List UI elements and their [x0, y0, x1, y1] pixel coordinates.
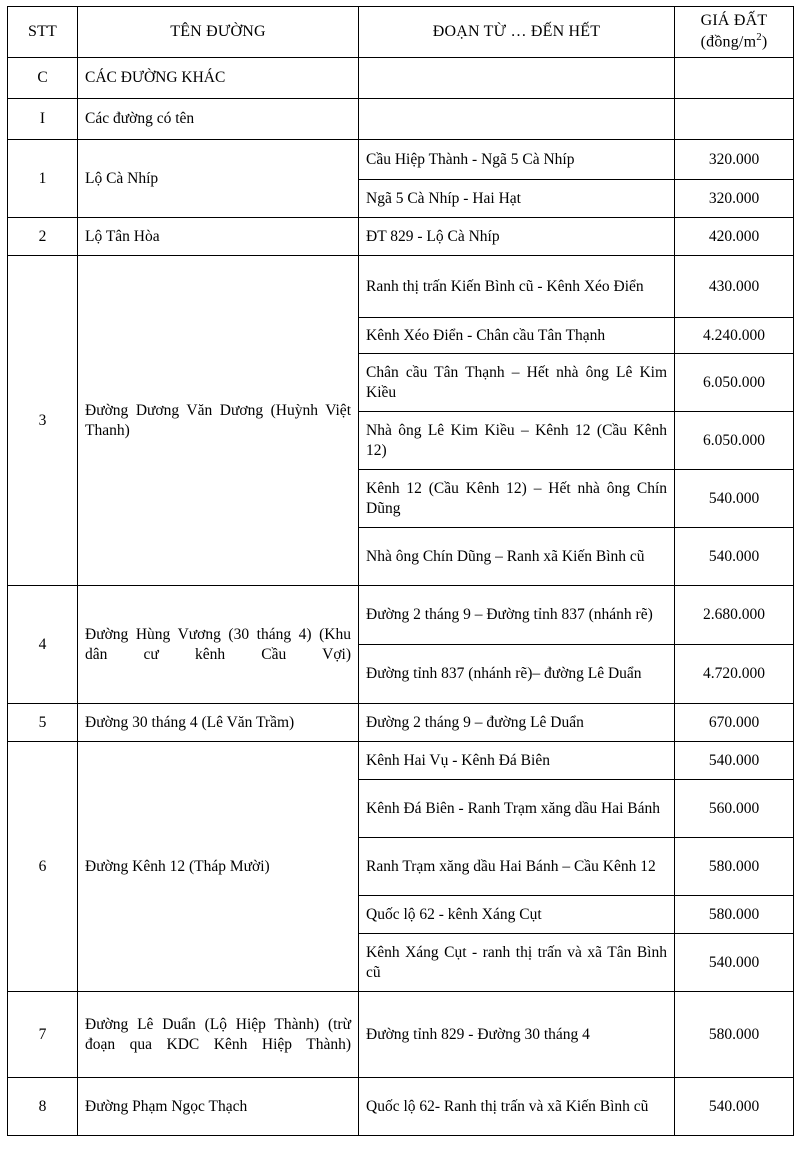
section-c-price — [675, 58, 794, 99]
table-row — [8, 218, 794, 256]
row-price: 320.000 — [675, 140, 794, 180]
row-segment: Ranh thị trấn Kiến Bình cũ - Kênh Xéo Điển — [359, 256, 675, 318]
row-segment: Đường 2 tháng 9 – đường Lê Duẩn — [359, 704, 675, 742]
header-street-name: TÊN ĐƯỜNG — [78, 7, 359, 58]
row-segment: Kênh Hai Vụ - Kênh Đá Biên — [359, 742, 675, 780]
row-price: 430.000 — [675, 256, 794, 318]
row-street-name: Lộ Tân Hòa — [78, 218, 359, 256]
row-price: 4.240.000 — [675, 318, 794, 354]
header-price-unit-pre: (đồng/m — [700, 33, 757, 51]
table-row — [8, 58, 794, 99]
row-price: 320.000 — [675, 180, 794, 218]
row-price: 540.000 — [675, 742, 794, 780]
row-street-name: Đường Phạm Ngọc Thạch — [78, 1078, 359, 1136]
table-row — [8, 99, 794, 140]
row-street-name: Đường 30 tháng 4 (Lê Văn Trầm) — [78, 704, 359, 742]
table-row — [8, 704, 794, 742]
row-segment: Đường tỉnh 829 - Đường 30 tháng 4 — [359, 992, 675, 1078]
row-price: 6.050.000 — [675, 354, 794, 412]
row-street-name: Đường Lê Duẩn (Lộ Hiệp Thành) (trừ đoạn qua KDC Kênh Hiệp Thành) — [78, 992, 359, 1078]
section-c-label: CÁC ĐƯỜNG KHÁC — [78, 58, 359, 99]
row-price: 540.000 — [675, 934, 794, 992]
header-stt: STT — [8, 7, 78, 58]
row-price: 580.000 — [675, 992, 794, 1078]
row-street-name: Đường Hùng Vương (30 tháng 4) (Khu dân cư kênh Cầu Vợi) — [78, 586, 359, 704]
row-segment: Nhà ông Lê Kim Kiều – Kênh 12 (Cầu Kênh 12) — [359, 412, 675, 470]
row-price: 560.000 — [675, 780, 794, 838]
row-segment: Kênh Xáng Cụt - ranh thị trấn và xã Tân Bình cũ — [359, 934, 675, 992]
section-i-label: Các đường có tên — [78, 99, 359, 140]
row-price: 420.000 — [675, 218, 794, 256]
header-price-unit-post: ) — [761, 33, 768, 51]
row-stt: 2 — [8, 218, 78, 256]
header-price-unit-sup: 2 — [756, 31, 762, 44]
row-stt: 5 — [8, 704, 78, 742]
row-street-name: Lộ Cà Nhíp — [78, 140, 359, 218]
row-price: 540.000 — [675, 528, 794, 586]
row-price: 670.000 — [675, 704, 794, 742]
row-stt: 8 — [8, 1078, 78, 1136]
row-stt: 6 — [8, 742, 78, 992]
row-price: 4.720.000 — [675, 645, 794, 704]
table-body — [8, 58, 794, 1136]
header-price — [675, 7, 794, 58]
row-stt: 1 — [8, 140, 78, 218]
row-segment: ĐT 829 - Lộ Cà Nhíp — [359, 218, 675, 256]
table-header — [8, 7, 794, 58]
row-segment: Ranh Trạm xăng dầu Hai Bánh – Cầu Kênh 12 — [359, 838, 675, 896]
row-price: 6.050.000 — [675, 412, 794, 470]
row-price: 540.000 — [675, 470, 794, 528]
table-row — [8, 586, 794, 645]
row-price: 580.000 — [675, 896, 794, 934]
row-price: 2.680.000 — [675, 586, 794, 645]
row-segment: Quốc lộ 62 - kênh Xáng Cụt — [359, 896, 675, 934]
row-stt: 3 — [8, 256, 78, 586]
row-segment: Kênh 12 (Cầu Kênh 12) – Hết nhà ông Chín Dũng — [359, 470, 675, 528]
land-price-table — [7, 6, 794, 1136]
row-stt: 7 — [8, 992, 78, 1078]
row-segment: Đường tỉnh 837 (nhánh rẽ)– đường Lê Duẩn — [359, 645, 675, 704]
row-stt: 4 — [8, 586, 78, 704]
header-price-unit — [682, 31, 786, 53]
section-i-price — [675, 99, 794, 140]
header-price-line1: GIÁ ĐẤT — [700, 12, 768, 29]
table-row — [8, 992, 794, 1078]
section-i-stt: I — [8, 99, 78, 140]
row-segment: Kênh Đá Biên - Ranh Trạm xăng dầu Hai Bánh — [359, 780, 675, 838]
table-row — [8, 742, 794, 780]
row-segment: Cầu Hiệp Thành - Ngã 5 Cà Nhíp — [359, 140, 675, 180]
row-segment: Kênh Xéo Điển - Chân cầu Tân Thạnh — [359, 318, 675, 354]
row-segment: Quốc lộ 62- Ranh thị trấn và xã Kiến Bình cũ — [359, 1078, 675, 1136]
row-segment: Nhà ông Chín Dũng – Ranh xã Kiến Bình cũ — [359, 528, 675, 586]
section-i-segment — [359, 99, 675, 140]
table-row — [8, 140, 794, 180]
header-segment: ĐOẠN TỪ … ĐẾN HẾT — [359, 7, 675, 58]
section-c-stt: C — [8, 58, 78, 99]
row-price: 540.000 — [675, 1078, 794, 1136]
table-row — [8, 256, 794, 318]
row-segment: Đường 2 tháng 9 – Đường tỉnh 837 (nhánh rẽ) — [359, 586, 675, 645]
row-segment: Ngã 5 Cà Nhíp - Hai Hạt — [359, 180, 675, 218]
row-price: 580.000 — [675, 838, 794, 896]
section-c-segment — [359, 58, 675, 99]
row-segment: Chân cầu Tân Thạnh – Hết nhà ông Lê Kim Kiều — [359, 354, 675, 412]
row-street-name: Đường Kênh 12 (Tháp Mười) — [78, 742, 359, 992]
row-street-name: Đường Dương Văn Dương (Huỳnh Việt Thanh) — [78, 256, 359, 586]
table-row — [8, 1078, 794, 1136]
header-row — [8, 7, 794, 58]
